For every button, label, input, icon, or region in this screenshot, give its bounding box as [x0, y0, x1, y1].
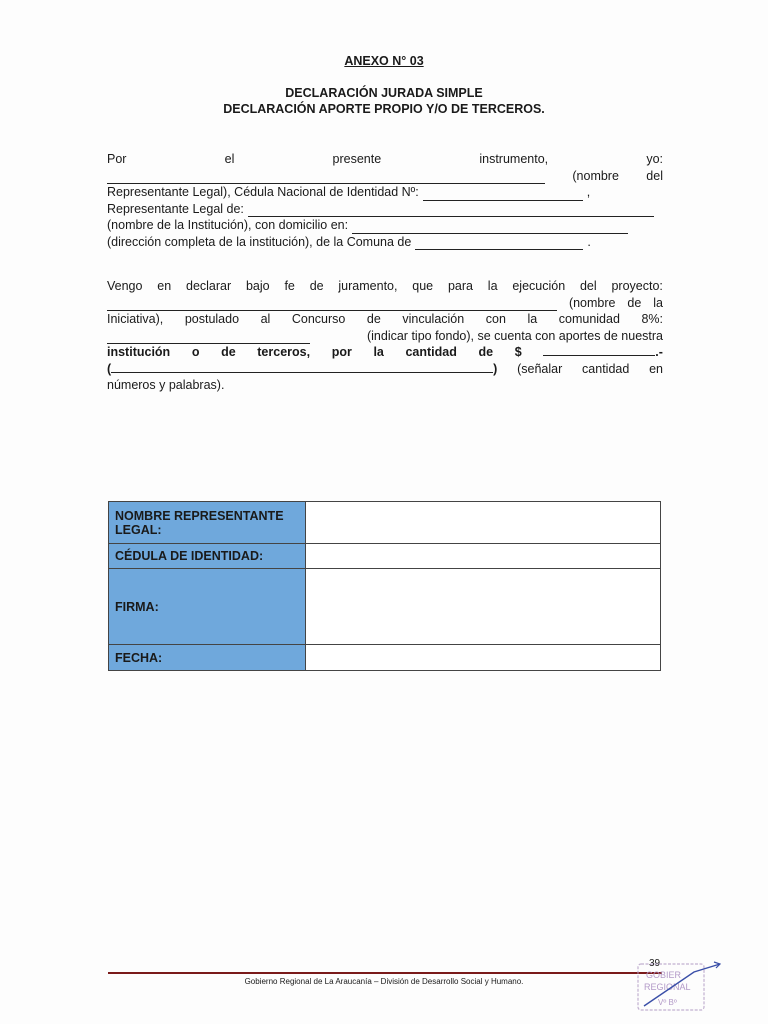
word: de — [478, 345, 494, 359]
word: bajo — [245, 279, 270, 293]
word: ) — [493, 361, 498, 376]
word: yo: — [646, 152, 663, 166]
word: ejecución — [512, 279, 566, 293]
signature-field[interactable] — [306, 569, 661, 645]
stamp-text-3: Vº Bº — [658, 998, 677, 1007]
paragraph-line — [107, 377, 663, 394]
legal-rep-name-label: NOMBRE REPRESENTANTE LEGAL: — [109, 502, 306, 544]
word: postulado — [184, 312, 240, 326]
word: números y palabras). — [107, 378, 225, 392]
word: (nombre — [568, 295, 616, 310]
word: Vengo — [107, 279, 143, 293]
word: la — [653, 295, 663, 310]
commune-blank[interactable] — [415, 237, 583, 250]
word: ( — [107, 361, 112, 376]
paragraph-line — [107, 344, 663, 361]
institution-label: Representante Legal de: — [107, 201, 244, 216]
word: por — [331, 345, 352, 359]
word: declarar — [186, 279, 232, 293]
word: de — [221, 345, 236, 359]
word: la — [527, 312, 538, 326]
paragraph-line — [107, 311, 663, 328]
word: Iniciativa), — [107, 312, 164, 326]
word: comunidad — [558, 312, 620, 326]
address-blank[interactable] — [352, 221, 628, 234]
table-row — [109, 502, 661, 544]
date-label: FECHA: — [109, 645, 306, 671]
word: con — [485, 312, 506, 326]
id-card-field[interactable] — [306, 544, 661, 569]
word: la — [373, 345, 384, 359]
date-field[interactable] — [306, 645, 661, 671]
table-row — [109, 645, 661, 671]
word: , — [586, 185, 591, 199]
dollar-sign: $ — [514, 345, 522, 359]
word: 8%: — [641, 312, 663, 326]
word: terceros, — [257, 345, 311, 359]
word: cantidad — [582, 361, 630, 376]
footer-divider — [108, 972, 662, 974]
paragraph-line — [107, 234, 663, 251]
fund-type-blank[interactable] — [107, 331, 310, 344]
table-row — [109, 544, 661, 569]
word: instrumento, — [479, 152, 549, 166]
word: juramento, — [338, 279, 398, 293]
id-label: Representante Legal), Cédula Nacional de Identidad Nº: — [107, 185, 419, 199]
legal-rep-name-field[interactable] — [306, 502, 661, 544]
word: el — [224, 152, 235, 166]
word: Concurso — [291, 312, 346, 326]
commune-label: (dirección completa de la institución), de la Comuna de — [107, 234, 412, 249]
signature-table — [108, 501, 661, 671]
word: del — [646, 168, 663, 183]
declarant-paragraph — [107, 151, 663, 250]
declaration-paragraph — [107, 278, 663, 394]
word: Por — [107, 152, 127, 166]
word: al — [260, 312, 271, 326]
stamp-text-1: GOBIER — [646, 970, 682, 980]
word: fe — [284, 279, 295, 293]
word: (señalar — [517, 361, 563, 376]
paragraph-line — [107, 184, 663, 201]
fund-type-label: (indicar tipo fondo), se cuenta con aportes de nuestra — [366, 328, 663, 343]
stamp-text-2: REGIONAL — [644, 982, 691, 992]
word: que — [412, 279, 434, 293]
word: en — [157, 279, 172, 293]
amount-words-blank[interactable] — [111, 360, 493, 373]
word: de — [366, 312, 381, 326]
word: . — [587, 234, 591, 249]
paragraph-line — [107, 151, 663, 168]
word: (nombre — [572, 168, 619, 183]
paragraph-line — [107, 201, 663, 218]
word: cantidad — [405, 345, 457, 359]
signature-label: FIRMA: — [109, 569, 306, 645]
word: .- — [655, 345, 663, 359]
word: o — [191, 345, 200, 359]
paragraph-line — [107, 361, 663, 378]
footer-text: Gobierno Regional de La Araucanía – División de Desarrollo Social y Humano. — [244, 977, 524, 986]
paragraph-line — [107, 328, 663, 345]
word: la — [487, 279, 498, 293]
document-subtitle: DECLARACIÓN APORTE PROPIO Y/O DE TERCEROS. — [223, 102, 545, 116]
id-number-blank[interactable] — [423, 188, 583, 201]
table-row — [109, 569, 661, 645]
project-blank[interactable] — [107, 298, 557, 311]
approval-stamp — [634, 958, 728, 1014]
paragraph-line — [107, 168, 663, 185]
amount-blank[interactable] — [543, 343, 655, 356]
paragraph-line — [107, 217, 663, 234]
word: para — [447, 279, 473, 293]
word: de — [627, 295, 642, 310]
document-title: DECLARACIÓN JURADA SIMPLE — [285, 86, 483, 100]
annex-heading: ANEXO N° 03 — [344, 54, 424, 68]
word: presente — [332, 152, 382, 166]
id-card-label: CÉDULA DE IDENTIDAD: — [109, 544, 306, 569]
institution-blank[interactable] — [248, 204, 654, 217]
name-blank[interactable] — [107, 171, 545, 184]
word: proyecto: — [611, 279, 663, 293]
word: en — [649, 361, 663, 376]
paragraph-line — [107, 295, 663, 312]
paragraph-line — [107, 278, 663, 295]
word: institución — [107, 345, 171, 359]
page-number: 39 — [649, 958, 661, 969]
word: del — [579, 279, 597, 293]
word: vinculación — [402, 312, 465, 326]
address-label: (nombre de la Institución), con domicilio en: — [107, 218, 349, 232]
word: de — [309, 279, 324, 293]
